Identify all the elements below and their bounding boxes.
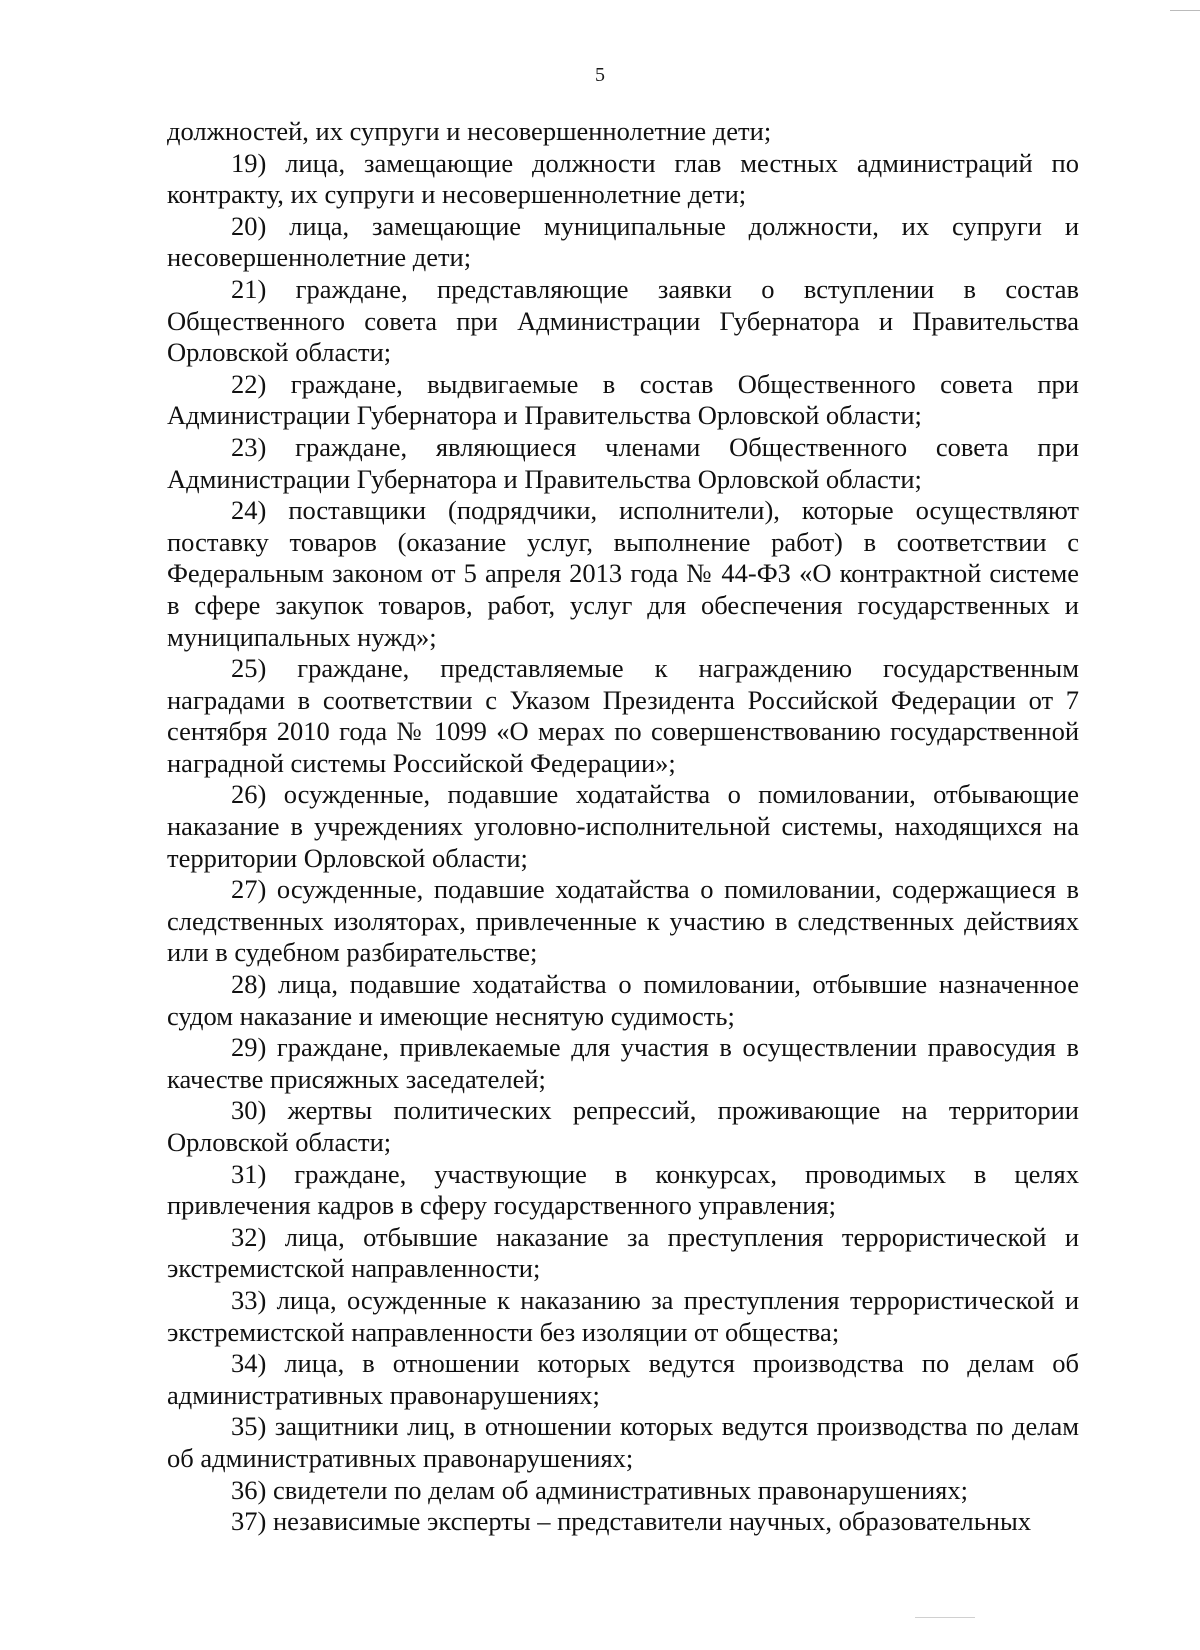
list-item-33: 33) лица, осужденные к наказанию за преступления террористической и экстремистской направленности без изоляции от общества; <box>167 1284 1079 1347</box>
list-item-23: 23) граждане, являющиеся членами Общественного совета при Администрации Губернатора и Правительства Орловской области; <box>167 431 1079 494</box>
list-item-22: 22) граждане, выдвигаемые в состав Общественного совета при Администрации Губернатора и Правительства Орловской области; <box>167 368 1079 431</box>
list-item-21: 21) граждане, представляющие заявки о вступлении в состав Общественного совета при Администрации Губернатора и Правительства Орловской области; <box>167 273 1079 368</box>
list-item-37: 37) независимые эксперты – представители научных, образовательных <box>231 1506 1032 1537</box>
list-item-31: 31) граждане, участвующие в конкурсах, проводимых в целях привлечения кадров в сферу государственного управления; <box>167 1158 1079 1221</box>
list-item-30: 30) жертвы политических репрессий, проживающие на территории Орловской области; <box>167 1095 1079 1157</box>
list-item-29: 29) граждане, привлекаемые для участия в осуществлении правосудия в качестве присяжных заседателей; <box>167 1032 1079 1094</box>
list-item-25: 25) граждане, представляемые к награждению государственным наградами в соответствии с Указом Президента Российской Федерации от 7 сентября 2010 года № 1099 «О мерах по совершенствованию государственной наградной системы Российской Федерации»; <box>167 653 1079 778</box>
list-item-32: 32) лица, отбывшие наказание за преступления террористической и экстремистской направленности; <box>167 1221 1079 1284</box>
scan-edge-mark <box>1170 10 1200 11</box>
list-item-20: 20) лица, замещающие муниципальные должности, их супруги и несовершеннолетние дети; <box>167 210 1079 273</box>
paragraph-continuation: должностей, их супруги и несовершеннолетние дети; <box>167 116 772 146</box>
page-number: 5 <box>595 64 605 86</box>
list-item-26: 26) осужденные, подавшие ходатайства о помиловании, отбывающие наказание в учреждениях уголовно-исполнительной системы, находящихся на территории Орловской области; <box>167 779 1079 873</box>
list-item-34: 34) лица, в отношении которых ведутся производства по делам об административных правонарушениях; <box>167 1348 1079 1410</box>
list-item-36: 36) свидетели по делам об административных правонарушениях; <box>231 1474 968 1505</box>
list-item-24: 24) поставщики (подрядчики, исполнители), которые осуществляют поставку товаров (оказание услуг, выполнение работ) в соответствии с Федеральным законом от 5 апреля 2013 года № 44-ФЗ «О контрактной системе в сфере закупок товаров, работ, услуг для обеспечения государственных и муниципальных нужд»; <box>167 495 1079 652</box>
scan-footer-mark <box>915 1617 975 1618</box>
list-item-27: 27) осужденные, подавшие ходатайства о помиловании, содержащиеся в следственных изоляторах, привлеченные к участию в следственных действиях или в судебном разбирательстве; <box>167 874 1079 968</box>
document-body <box>167 116 1079 1538</box>
list-item-28: 28) лица, подавшие ходатайства о помиловании, отбывшие назначенное судом наказание и имеющие неснятую судимость; <box>167 969 1079 1031</box>
list-item-19: 19) лица, замещающие должности глав местных администраций по контракту, их супруги и несовершеннолетние дети; <box>167 147 1079 210</box>
list-item-35: 35) защитники лиц, в отношении которых ведутся производства по делам об административных правонарушениях; <box>167 1411 1079 1473</box>
